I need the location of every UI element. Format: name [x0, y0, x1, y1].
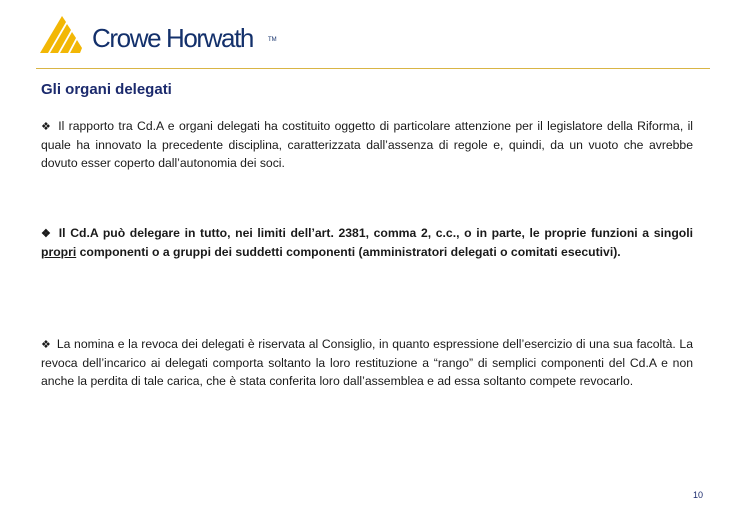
paragraph-2-text-end: componenti o a gruppi dei suddetti componenti (amministratori delegati o comitati esecutivi).: [76, 245, 621, 259]
crowe-horwath-logo-mark-icon: [40, 16, 84, 54]
logo-trademark: TM: [268, 37, 277, 43]
diamond-bullet-icon: ❖: [41, 121, 52, 133]
paragraph-2-text-start: Il Cd.A può delegare in tutto, nei limiti dell’art. 2381, comma 2, c.c., o in parte, le proprie funzioni a singoli: [58, 226, 693, 240]
diamond-bullet-icon: ❖: [41, 228, 53, 240]
logo-wordmark: Crowe Horwath: [92, 23, 253, 53]
diamond-bullet-icon: ❖: [41, 339, 52, 351]
paragraph-2-underlined-word: propri: [41, 245, 77, 259]
paragraph-1-text: Il rapporto tra Cd.A e organi delegati ha costituito oggetto di particolare attenzione per il legislatore della Riforma, il quale ha innovato la precedente disciplina, caratterizzata dall’assenza di regole e, quindi, da un vuoto che avrebbe dovuto esser coperto dall’autonomia dei soci.: [41, 119, 693, 170]
page-number: 10: [692, 490, 703, 500]
paragraph-1: [41, 117, 693, 172]
crowe-horwath-logo: [40, 16, 290, 56]
paragraph-3: [41, 335, 693, 390]
slide-title: Gli organi delegati: [41, 81, 172, 98]
paragraph-3-text: La nomina e la revoca dei delegati è riservata al Consiglio, in quanto espressione dell’esercizio di una sua facoltà. La revoca dell’incarico ai delegati comporta soltanto la loro restituzione a “rango” di semplici componenti del Cd.A e non anche la perdita di tale carica, che è stata conferita loro dall’assemblea e ad essa soltanto compete revocarlo.: [41, 337, 693, 388]
header-divider: [36, 68, 710, 69]
paragraph-2: [41, 224, 693, 261]
